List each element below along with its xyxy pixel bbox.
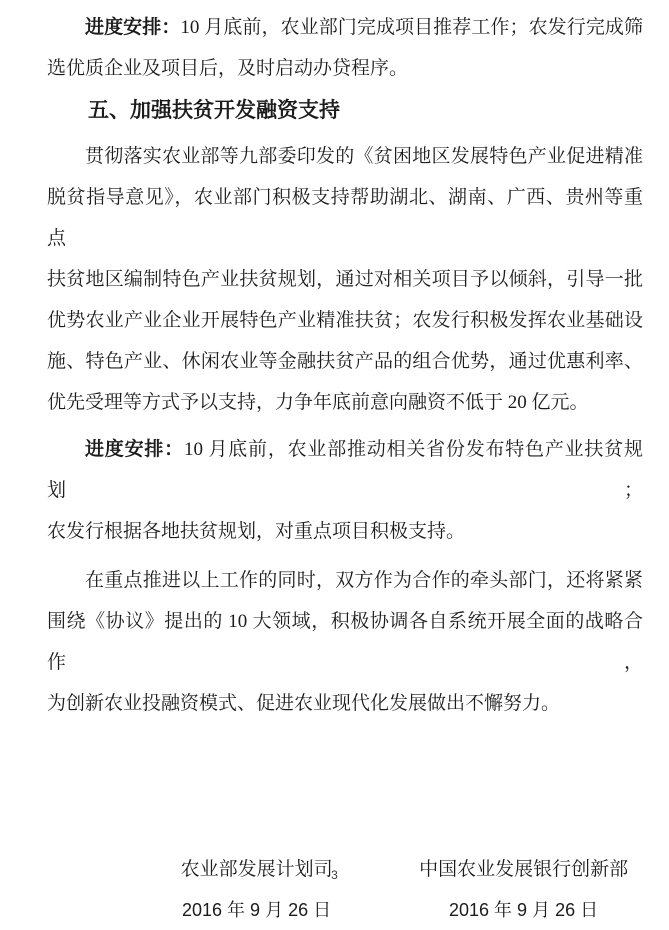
text-line: 优势农业产业企业开展特色产业精准扶贫；农发行积极发挥农业基础设 (47, 310, 643, 331)
paragraph-conclusion (47, 560, 643, 724)
text-line: 选优质企业及项目后，及时启动办贷程序。 (47, 58, 409, 79)
text-line: 脱贫指导意见》，农业部门积极支持帮助湖北、湖南、广西、贵州等重点 (47, 187, 643, 249)
page-number: 3 (331, 868, 338, 882)
signature-left (167, 850, 346, 930)
signature-date: 2016 年 9 月 26 日 (449, 900, 599, 920)
signature-date: 2016 年 9 月 26 日 (182, 900, 332, 920)
schedule-label: 进度安排： (85, 17, 181, 38)
text-line: 为创新农业投融资模式、促进农业现代化发展做出不懈努力。 (47, 693, 561, 714)
text-line: 贯彻落实农业部等九部委印发的《贫困地区发展特色产业促进精准 (85, 146, 643, 167)
signature-org-name: 中国农业发展银行创新部 (419, 859, 629, 880)
text-line: 扶贫地区编制特色产业扶贫规划，通过对相关项目予以倾斜，引导一批 (47, 269, 643, 290)
signature-right (404, 850, 643, 930)
signature-block (47, 850, 643, 930)
text-line: 在重点推进以上工作的同时，双方作为合作的牵头部门，还将紧紧 (85, 570, 643, 591)
signature-org-name: 农业部发展计划司 (180, 859, 333, 880)
paragraph-policy (47, 136, 643, 423)
text-line: 农发行根据各地扶贫规划，对重点项目积极支持。 (47, 521, 466, 542)
paragraph-schedule-2 (47, 429, 643, 552)
schedule-label: 进度安排： (85, 439, 184, 460)
schedule-text: 10 月底前，农业部门完成项目推荐工作；农发行完成筛 (180, 17, 643, 38)
section-heading: 五、加强扶贫开发融资支持 (88, 99, 340, 122)
text-line (47, 429, 643, 511)
text-line (47, 7, 643, 48)
text-line: 优先受理等方式予以支持，力争年底前意向融资不低于 20 亿元。 (47, 392, 589, 413)
paragraph-schedule-1 (47, 7, 643, 89)
text-line: 施、特色产业、休闲农业等金融扶贫产品的组合优势，通过优惠利率、 (47, 351, 643, 372)
text-line: 围绕《协议》提出的 10 大领域，积极协调各自系统开展全面的战略合作， (47, 611, 643, 673)
schedule-text: 10 月底前，农业部推动相关省份发布特色产业扶贫规划； (47, 439, 643, 501)
